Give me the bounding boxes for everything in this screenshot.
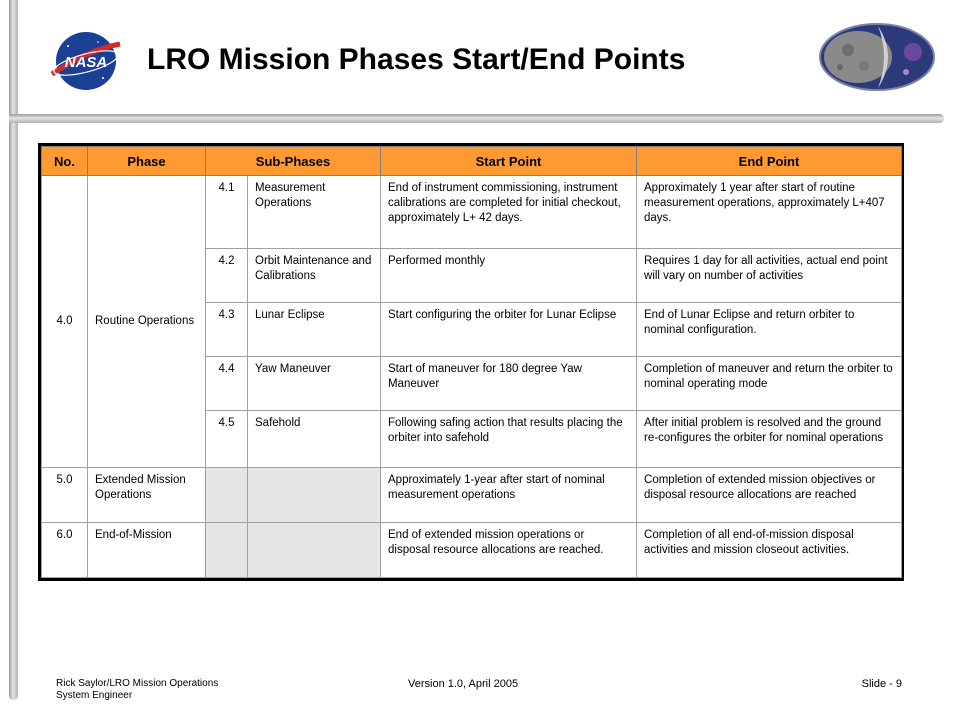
header-start-point: Start Point: [381, 147, 637, 176]
table-header-row: [42, 147, 902, 176]
cell-no: 4.0: [42, 176, 88, 468]
cell-end-point: Completion of maneuver and return the orbiter to nominal operating mode: [637, 357, 902, 411]
cell-phase: Extended Mission Operations: [88, 468, 206, 523]
cell-sub-name: Yaw Maneuver: [248, 357, 381, 411]
cell-no: 5.0: [42, 468, 88, 523]
slide-frame-horizontal-bar: [9, 114, 944, 123]
footer-author: [56, 678, 218, 702]
cell-sub-no: 4.3: [206, 303, 248, 357]
cell-start-point: Start of maneuver for 180 degree Yaw Maneuver: [381, 357, 637, 411]
cell-sub-name: Orbit Maintenance and Calibrations: [248, 249, 381, 303]
cell-start-point: End of instrument commissioning, instrument calibrations are completed for initial checkout, approximately L+ 42 days.: [381, 176, 637, 249]
cell-sub-name: Lunar Eclipse: [248, 303, 381, 357]
cell-end-point: End of Lunar Eclipse and return orbiter to nominal configuration.: [637, 303, 902, 357]
cell-sub-no-empty: [206, 468, 248, 523]
cell-end-point: Requires 1 day for all activities, actual end point will vary on number of activities: [637, 249, 902, 303]
cell-sub-name: Measurement Operations: [248, 176, 381, 249]
nasa-logo: [48, 30, 124, 92]
cell-end-point: After initial problem is resolved and the ground re-configures the orbiter for nominal operations: [637, 411, 902, 468]
cell-sub-name-empty: [248, 468, 381, 523]
cell-sub-no: 4.5: [206, 411, 248, 468]
header-phase: Phase: [88, 147, 206, 176]
cell-sub-no: 4.4: [206, 357, 248, 411]
cell-end-point: Completion of all end-of-mission disposal activities and mission closeout activities.: [637, 523, 902, 578]
cell-start-point: Following safing action that results placing the orbiter into safehold: [381, 411, 637, 468]
slide-title: LRO Mission Phases Start/End Points: [147, 43, 686, 76]
table-row: [42, 468, 902, 523]
cell-start-point: End of extended mission operations or disposal resource allocations are reached.: [381, 523, 637, 578]
footer-version: Version 1.0, April 2005: [408, 678, 519, 690]
slide-frame-vertical-bar: [9, 0, 18, 700]
footer-author-line2: System Engineer: [56, 690, 133, 701]
cell-end-point: Approximately 1 year after start of routine measurement operations, approximately L+407 days.: [637, 176, 902, 249]
cell-sub-name-empty: [248, 523, 381, 578]
nasa-logo-text: NASA: [64, 54, 108, 71]
lro-mission-logo: [818, 22, 936, 92]
mission-phases-table: [38, 143, 904, 581]
header-no: No.: [42, 147, 88, 176]
footer-author-line1: Rick Saylor/LRO Mission Operations: [56, 678, 219, 689]
cell-sub-no: 4.2: [206, 249, 248, 303]
cell-phase: Routine Operations: [88, 176, 206, 468]
header-end-point: End Point: [637, 147, 902, 176]
cell-phase: End-of-Mission: [88, 523, 206, 578]
table-row: [42, 523, 902, 578]
footer-slide-number: Slide - 9: [861, 678, 902, 690]
table-row: [42, 176, 902, 249]
cell-sub-no: 4.1: [206, 176, 248, 249]
cell-start-point: Performed monthly: [381, 249, 637, 303]
header-sub-phases: Sub-Phases: [206, 147, 381, 176]
cell-sub-name: Safehold: [248, 411, 381, 468]
cell-start-point: Start configuring the orbiter for Lunar Eclipse: [381, 303, 637, 357]
cell-no: 6.0: [42, 523, 88, 578]
cell-end-point: Completion of extended mission objectives or disposal resource allocations are reached: [637, 468, 902, 523]
cell-sub-no-empty: [206, 523, 248, 578]
cell-start-point: Approximately 1-year after start of nominal measurement operations: [381, 468, 637, 523]
